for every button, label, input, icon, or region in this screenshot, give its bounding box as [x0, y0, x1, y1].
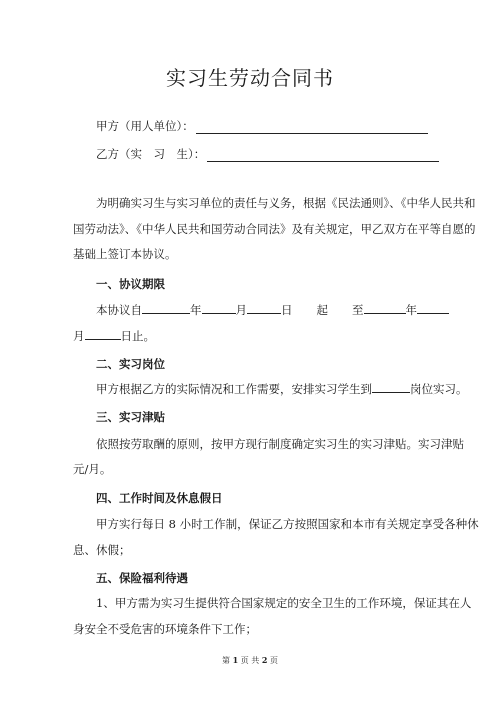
party-a-blank — [196, 121, 428, 134]
insurance-line-2: 身安全不受危害的环境条件下工作； — [73, 622, 257, 636]
term-end-day-blank — [85, 328, 121, 340]
footer-middle: 页 共 — [240, 656, 260, 665]
position-text-after: 岗位实习。 — [410, 382, 468, 396]
term-end-month-blank-lead — [417, 302, 449, 314]
work-time-line-1: 甲方实行每日 8 小时工作制，保证乙方按照国家和本市有关规定享受各种休 — [96, 517, 479, 531]
footer-prefix: 第 — [222, 656, 231, 665]
page-footer — [0, 655, 500, 666]
term-text-from: 本协议自 — [96, 303, 142, 317]
heading-allowance: 三、实习津贴 — [96, 410, 165, 424]
party-b-label: 乙方（实 习 生）： — [96, 147, 206, 161]
term-end-year-blank — [364, 302, 406, 314]
intro-line-1: 为明确实习生与实习单位的责任与义务，根据《民法通则》、《中华人民共和 — [96, 196, 476, 210]
term-text-start: 起 — [316, 303, 328, 317]
insurance-line-1: 1、甲方需为实习生提供符合国家规定的安全卫生的工作环境，保证其在人 — [96, 596, 472, 610]
party-b-blank — [207, 149, 439, 162]
party-a-line — [96, 118, 428, 134]
term-text-end-day: 日止。 — [120, 329, 155, 343]
document-title: 实习生劳动合同书 — [166, 66, 334, 90]
footer-total-pages: 2 — [261, 655, 268, 665]
footer-suffix: 页 — [269, 656, 278, 665]
term-line-2 — [73, 328, 155, 344]
intro-line-2: 国劳动法》、《中华人民共和国劳动合同法》及有关规定，甲乙双方在平等自愿的 — [73, 222, 476, 236]
term-text-end-month: 月 — [73, 329, 85, 343]
term-text-day: 日 — [281, 303, 293, 317]
footer-page-number: 1 — [232, 655, 239, 665]
heading-position: 二、实习岗位 — [96, 357, 165, 371]
term-start-day-blank — [247, 302, 281, 314]
heading-work-time: 四、工作时间及休息假日 — [96, 491, 223, 505]
term-start-year-blank — [142, 302, 190, 314]
term-text-to: 至 — [352, 303, 364, 317]
heading-insurance: 五、保险福利待遇 — [96, 571, 188, 585]
allowance-line-2: 元/月。 — [73, 462, 112, 476]
party-a-label: 甲方（用人单位）： — [96, 119, 194, 133]
work-time-line-2: 息、休假； — [73, 543, 131, 557]
intro-line-3: 基础上签订本协议。 — [73, 247, 177, 261]
term-line-1 — [96, 302, 449, 318]
term-text-month: 月 — [235, 303, 247, 317]
term-text-year: 年 — [190, 303, 202, 317]
position-blank — [372, 381, 410, 393]
term-start-month-blank — [202, 302, 236, 314]
position-line — [96, 381, 468, 397]
party-b-line — [96, 146, 439, 162]
allowance-line-1: 依照按劳取酬的原则，按甲方现行制度确定实习生的实习津贴。实习津贴 — [96, 437, 464, 451]
position-text-before: 甲方根据乙方的实际情况和工作需要，安排实习学生到 — [96, 382, 372, 396]
term-text-end-year: 年 — [405, 303, 417, 317]
heading-term: 一、协议期限 — [96, 277, 165, 291]
